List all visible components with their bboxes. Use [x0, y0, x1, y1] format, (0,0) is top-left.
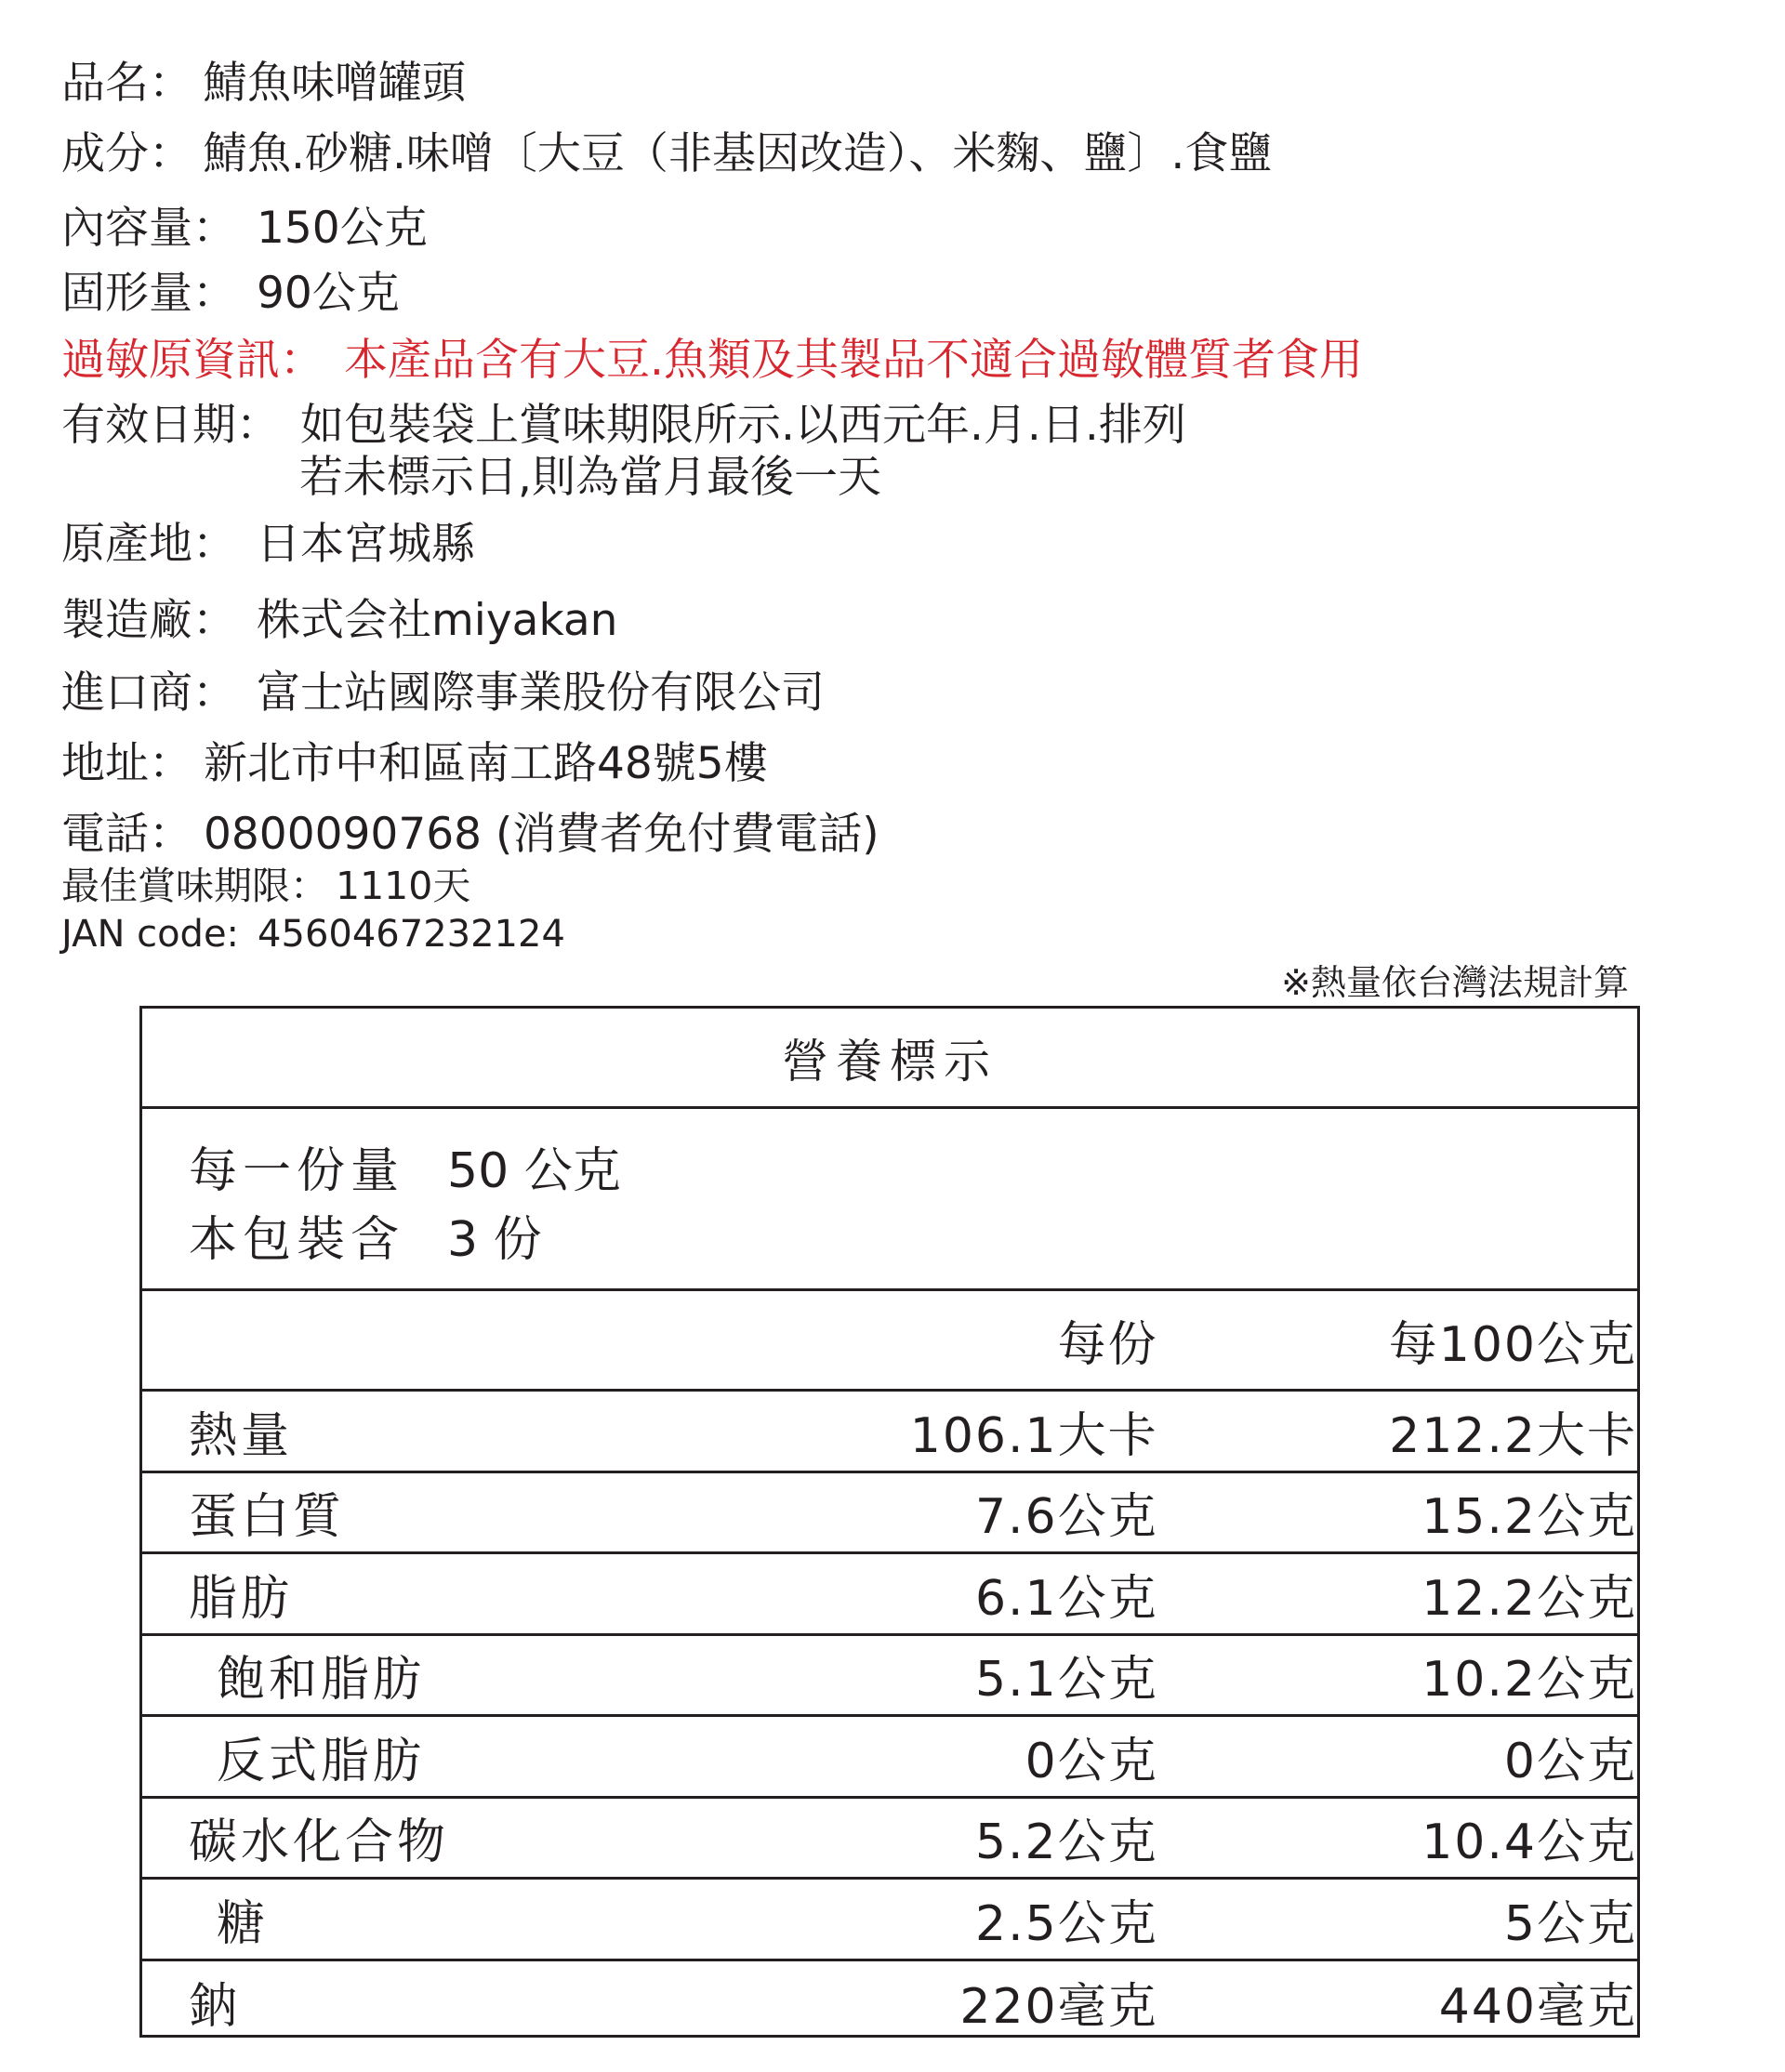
expiry-label: 有效日期：	[61, 400, 280, 451]
manufacturer-row	[61, 586, 1735, 658]
nutrient-per-serving: 220毫克	[959, 1978, 1158, 2035]
expiry-value-2: 若未標示日,則為當月最後一天	[299, 452, 881, 503]
nutrition-row-protein	[142, 1473, 1637, 1555]
expiry-value: 如包裝袋上賞味期限所示.以西元年.月.日.排列	[300, 400, 1186, 451]
nutrient-per-100g: 5公克	[1503, 1895, 1637, 1952]
allergen-row	[61, 325, 1735, 390]
nutrient-name: 飽和脂肪	[217, 1652, 426, 1709]
servings-value: 3 份	[447, 1212, 542, 1268]
address-row	[61, 729, 1735, 799]
nutrient-per-100g: 440毫克	[1438, 1978, 1638, 2035]
nutrition-row-carbohydrate	[142, 1799, 1637, 1881]
product-name-row	[61, 48, 1735, 115]
nutrient-per-serving: 106.1大卡	[909, 1407, 1158, 1464]
serving-size-row	[189, 1137, 1637, 1206]
nutrient-name: 碳水化合物	[189, 1815, 450, 1871]
nutrient-per-serving: 2.5公克	[975, 1895, 1158, 1952]
nutrition-row-saturated-fat	[142, 1636, 1637, 1718]
nutrient-per-100g: 12.2公克	[1421, 1570, 1638, 1627]
nutrient-name: 熱量	[189, 1407, 294, 1464]
nutrition-row-sodium	[142, 1961, 1637, 2043]
nutrition-row-sugar	[142, 1880, 1637, 1961]
origin-label: 原產地：	[61, 519, 236, 570]
nutrition-row-trans-fat	[142, 1717, 1637, 1799]
nutrient-per-serving: 7.6公克	[974, 1489, 1158, 1546]
nutrient-per-100g: 10.4公克	[1421, 1815, 1638, 1871]
address-label: 地址：	[61, 738, 192, 789]
origin-row	[61, 509, 1735, 586]
nutrient-per-100g: 212.2大卡	[1389, 1407, 1638, 1464]
nutrient-per-serving: 0公克	[1025, 1733, 1158, 1789]
nutrient-per-100g: 10.2公克	[1421, 1652, 1637, 1709]
ingredients-value: 鯖魚.砂糖.味噌〔大豆（非基因改造）、米麴、鹽〕.食鹽	[204, 128, 1273, 179]
best-before-label: 最佳賞味期限：	[61, 864, 328, 908]
solid-content-value: 90公克	[257, 268, 400, 319]
phone-value: 0800090768 (消費者免付費電話)	[204, 809, 879, 860]
net-content-row	[61, 193, 1735, 258]
phone-label: 電話：	[61, 809, 192, 860]
nutrition-header-row	[142, 1291, 1637, 1392]
manufacturer-value: 株式会社miyakan	[257, 595, 618, 646]
best-before-value: 1110天	[336, 864, 471, 908]
solid-content-row	[61, 258, 1735, 325]
importer-label: 進口商：	[61, 667, 236, 719]
nutrient-name: 反式脂肪	[217, 1733, 426, 1789]
serving-info	[142, 1109, 1637, 1291]
net-content-value: 150公克	[257, 203, 428, 254]
nutrient-name: 糖	[217, 1895, 270, 1952]
importer-value: 富士站國際事業股份有限公司	[257, 667, 825, 719]
jan-label: JAN code:	[61, 913, 240, 956]
nutrient-per-serving: 5.1公克	[975, 1652, 1158, 1709]
ingredients-row	[61, 119, 1735, 193]
phone-row	[61, 799, 1735, 860]
nutrient-per-100g: 0公克	[1503, 1733, 1637, 1789]
origin-value: 日本宮城縣	[257, 519, 475, 570]
allergen-value: 本產品含有大豆.魚類及其製品不適合過敏體質者食用	[344, 335, 1363, 386]
importer-row	[61, 658, 1735, 729]
allergen-label: 過敏原資訊：	[61, 335, 324, 386]
nutrition-title: 營養標示	[142, 1009, 1637, 1109]
nutrient-per-100g: 15.2公克	[1421, 1489, 1638, 1546]
nutrient-name: 脂肪	[189, 1570, 294, 1627]
header-per-100g: 每100公克	[1388, 1317, 1638, 1373]
ingredients-label: 成分：	[61, 128, 192, 179]
manufacturer-label: 製造廠：	[61, 595, 236, 646]
nutrition-table	[139, 1006, 1640, 2038]
nutrient-per-serving: 6.1公克	[974, 1570, 1158, 1627]
serving-size-label: 每一份量	[189, 1143, 405, 1199]
servings-label: 本包裝含	[189, 1212, 405, 1268]
solid-content-label: 固形量：	[61, 268, 236, 319]
calorie-note: ※熱量依台灣法規計算	[1281, 962, 1629, 1003]
nutrition-row-fat	[142, 1554, 1637, 1636]
nutrient-name: 鈉	[189, 1978, 242, 2035]
product-name-label: 品名：	[61, 58, 192, 109]
product-name-value: 鯖魚味噌罐頭	[204, 58, 466, 109]
best-before-row	[61, 855, 1735, 913]
product-info	[61, 48, 1735, 965]
nutrient-per-serving: 5.2公克	[974, 1815, 1158, 1871]
expiry-row	[61, 390, 1735, 451]
jan-value: 4560467232124	[258, 913, 565, 956]
servings-row	[189, 1206, 1637, 1274]
nutrient-name: 蛋白質	[189, 1489, 346, 1546]
header-per-serving: 每份	[1057, 1317, 1158, 1373]
net-content-label: 內容量：	[61, 203, 236, 254]
nutrition-row-calories	[142, 1392, 1637, 1473]
serving-size-value: 50 公克	[447, 1143, 621, 1199]
address-value: 新北市中和區南工路48號5樓	[204, 738, 768, 789]
